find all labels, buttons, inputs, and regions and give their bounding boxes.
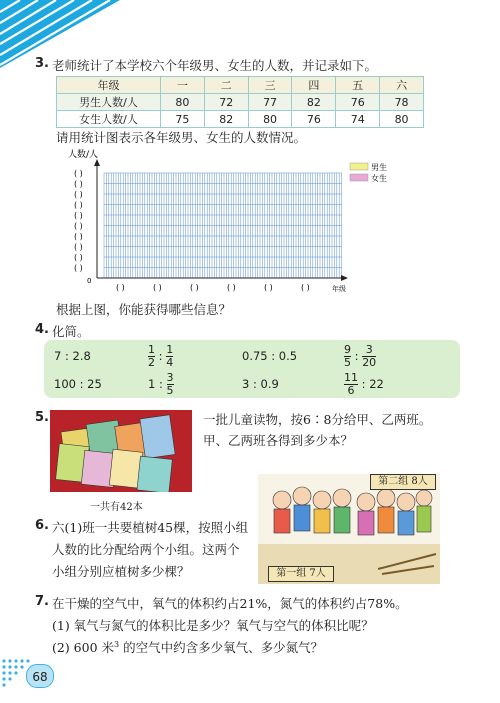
ratio-term: 25 [87, 377, 102, 391]
denominator: 5 [166, 383, 174, 397]
legend-label-boys: 男生 [371, 163, 387, 172]
table-header-cell: 六 [380, 77, 424, 94]
table-cell: 80 [248, 111, 292, 128]
ratio-term: 2.8 [72, 349, 91, 363]
x-tick-bracket: ( ) [301, 283, 310, 292]
q6-number: 6. [35, 518, 49, 533]
simplify-box [44, 340, 460, 398]
numerator: 11 [344, 370, 358, 384]
numerator: 1 [148, 342, 155, 356]
fraction [344, 372, 358, 396]
table-cell: 76 [336, 94, 380, 111]
x-tick-bracket: ( ) [227, 283, 236, 292]
table-cell: 82 [292, 94, 336, 111]
legend-label-girls: 女生 [371, 174, 387, 183]
y-tick-bracket: ( ) [74, 179, 83, 189]
ratio-colon: : [158, 349, 163, 363]
numerator: 3 [166, 370, 174, 384]
y-axis-label: 人数/人 [68, 150, 99, 160]
grade-table [56, 76, 424, 128]
fraction [344, 344, 351, 368]
fraction [166, 344, 173, 368]
table-header-cell: 一 [161, 77, 205, 94]
ratio-term: 0.75 [242, 349, 268, 363]
ratio-item [54, 346, 91, 366]
y-tick-bracket: ( ) [74, 169, 83, 178]
ratio-item [242, 374, 279, 394]
y-tick-bracket: ( ) [74, 242, 83, 252]
x-tick-bracket: ( ) [153, 283, 162, 292]
q6-text-line3: 小组分别应植树多少棵？ [52, 564, 190, 579]
blank-chart-svg [60, 145, 460, 295]
table-cell: 77 [248, 94, 292, 111]
ratio-colon: : [354, 349, 359, 363]
numerator: 1 [166, 342, 174, 356]
ratio-term: 0.5 [278, 349, 298, 363]
table-cell: 82 [204, 111, 248, 128]
q7-sub2-pre: (2) 600 米 [52, 640, 115, 655]
x-axis-arrow [341, 275, 348, 281]
ratio-term: 0.9 [260, 377, 279, 391]
table-cell: 80 [161, 94, 205, 111]
table-header-row [57, 77, 424, 94]
y-tick-bracket: ( ) [74, 253, 83, 262]
q6-text-line1: 六(1)班一共要植树45棵，按照小组 [52, 520, 249, 535]
denominator: 6 [347, 383, 355, 397]
denominator: 4 [166, 355, 174, 369]
x-brackets [116, 283, 310, 292]
table-cell: 76 [292, 111, 336, 128]
blank-chart [60, 145, 460, 295]
q3-text: 老师统计了本学校六个年级男、女生的人数，并记录如下。 [52, 58, 378, 73]
denominator: 5 [344, 355, 351, 369]
q7-number: 7. [35, 594, 49, 609]
table-header-cell: 四 [292, 77, 336, 94]
page-number-text: 68 [32, 670, 48, 684]
table-cell: 72 [204, 94, 248, 111]
ratio-term: 1 [148, 377, 156, 391]
table-row-label: 男生人数/人 [57, 94, 161, 111]
origin-label: 0 [87, 277, 92, 285]
x-tick-bracket: ( ) [116, 283, 125, 292]
table-row-girls [57, 111, 424, 128]
q7-sub2-post: 的空气中约含多少氧气、多少氮气？ [119, 640, 324, 655]
q3-number: 3. [35, 56, 49, 71]
q5-text-line2: 甲、乙两班各得到多少本？ [203, 433, 354, 448]
q5-text-line1: 一批儿童读物，按6∶8分给甲、乙两班。 [203, 412, 432, 427]
q5-number: 5. [35, 410, 49, 425]
ratio-colon: : [252, 377, 257, 391]
ratio-item [344, 369, 384, 399]
ratio-term: 22 [369, 377, 384, 391]
y-tick-bracket: ( ) [74, 232, 83, 241]
ratio-item [242, 346, 297, 366]
table-row-boys [57, 94, 424, 111]
numerator: 3 [365, 342, 373, 356]
legend-swatch-girls [350, 174, 368, 181]
table-header-cell: 五 [336, 77, 380, 94]
denominator: 2 [148, 355, 155, 369]
fraction [362, 344, 376, 368]
ratio-colon: : [271, 349, 276, 363]
table-cell: 74 [336, 111, 380, 128]
y-brackets [74, 169, 83, 273]
grid-lines-horizontal [104, 173, 342, 278]
table-cell: 78 [380, 94, 424, 111]
q6-text-line2: 人数的比分配给两个小组。这两个 [52, 542, 240, 557]
q4-title: 化简。 [52, 324, 90, 339]
x-tick-bracket: ( ) [264, 283, 273, 292]
sign-group2: 第二组 8人 [370, 474, 436, 490]
q7-text: 在干燥的空气中，氧气的体积约占21%，氮气的体积约占78%。 [52, 596, 408, 611]
ratio-item [148, 369, 174, 399]
q7-sub2 [52, 638, 323, 656]
q5-caption: 一共有42本 [90, 502, 143, 513]
ratio-term: 3 [242, 377, 250, 391]
x-tick-bracket: ( ) [190, 283, 199, 292]
q7-sub2-sup: 3 [114, 639, 120, 649]
y-tick-bracket: ( ) [74, 211, 83, 220]
y-tick-bracket: ( ) [74, 200, 83, 210]
books-image [50, 410, 192, 492]
q7-sub1: (1) 氧气与氮气的体积比是多少？氧气与空气的体积比呢？ [52, 618, 374, 633]
legend-swatch-boys [350, 163, 368, 170]
table-row-label: 女生人数/人 [57, 111, 161, 128]
ratio-item [54, 374, 102, 394]
ratio-colon: : [64, 349, 69, 363]
ratio-colon: : [79, 377, 84, 391]
y-tick-bracket: ( ) [74, 190, 83, 199]
ratio-term: 7 [54, 349, 62, 363]
table-header-cell: 年级 [57, 77, 161, 94]
fraction [167, 372, 174, 396]
x-axis-label: 年级 [332, 285, 346, 293]
y-tick-bracket: ( ) [74, 263, 83, 273]
sign-group1: 第一组 7人 [268, 566, 334, 582]
table-cell: 80 [380, 111, 424, 128]
y-tick-bracket: ( ) [74, 221, 83, 231]
y-axis-arrow [94, 159, 100, 166]
q3-followup: 根据上图，你能获得哪些信息？ [56, 302, 232, 317]
ratio-item [148, 341, 173, 371]
ratio-term: 100 [54, 377, 76, 391]
table-header-cell: 三 [248, 77, 292, 94]
ratio-colon: : [361, 377, 366, 391]
table-header-cell: 二 [204, 77, 248, 94]
q4-number: 4. [35, 322, 49, 337]
q3-instruction: 请用统计图表示各年级男、女生的人数情况。 [56, 130, 307, 145]
table-cell: 75 [161, 111, 205, 128]
numerator: 9 [344, 342, 351, 356]
denominator: 20 [362, 355, 377, 369]
fraction [148, 344, 155, 368]
ratio-item [344, 341, 376, 371]
ratio-colon: : [158, 377, 163, 391]
page-number [26, 664, 54, 688]
